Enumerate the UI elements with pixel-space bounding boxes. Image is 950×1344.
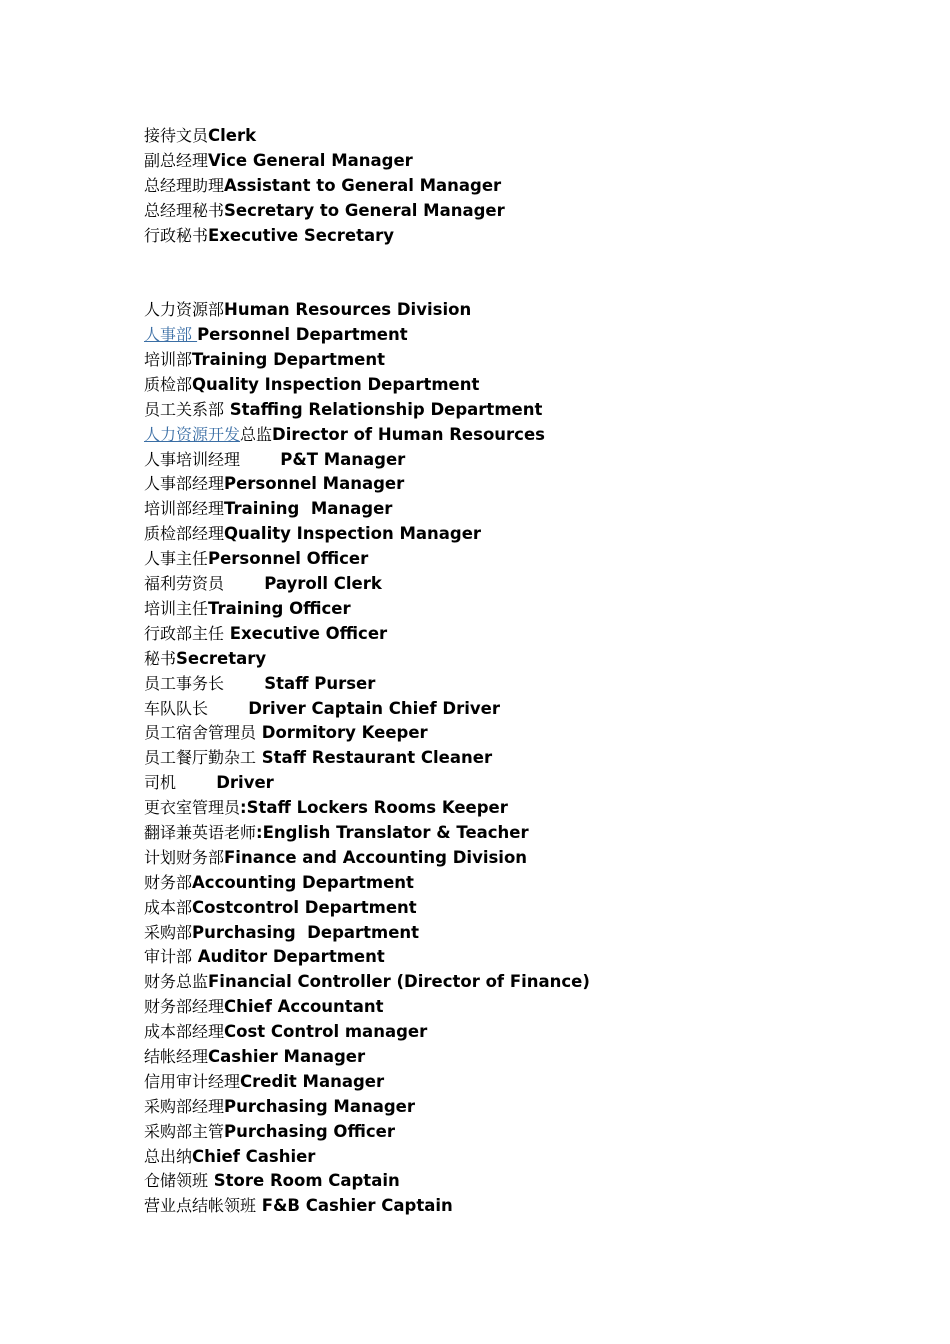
chinese-term: 质检部经理 <box>144 524 225 544</box>
english-term: :Staff Lockers Rooms Keeper <box>240 798 508 818</box>
chinese-term: 总经理秘书 <box>144 200 225 220</box>
title-list-block-1 <box>144 124 904 248</box>
english-term: Dormitory Keeper <box>256 723 428 743</box>
term-line <box>144 721 904 746</box>
english-term: F&B Cashier Captain <box>256 1196 453 1216</box>
chinese-term: 成本部 <box>144 897 193 917</box>
chinese-term: 结帐经理 <box>144 1046 209 1066</box>
blank-gap <box>144 248 904 298</box>
english-term: Director of Human Resources <box>272 424 545 444</box>
term-line <box>144 1070 904 1095</box>
term-line <box>144 1020 904 1045</box>
chinese-term: 员工宿舍管理员 <box>144 723 257 743</box>
chinese-term: 仓储领班 <box>144 1171 209 1191</box>
english-term: Finance and Accounting Division <box>224 847 528 867</box>
english-term: Secretary <box>176 648 267 668</box>
term-line <box>144 921 904 946</box>
term-line <box>144 945 904 970</box>
term-line <box>144 298 904 323</box>
chinese-term-link[interactable]: 人事部 <box>144 325 198 345</box>
english-term: Staff Purser <box>224 673 376 693</box>
chinese-term: 人事主任 <box>144 549 209 569</box>
english-term: Training Officer <box>208 598 351 618</box>
term-line <box>144 647 904 672</box>
english-term: Chief Accountant <box>224 997 384 1017</box>
document-page <box>144 124 904 1219</box>
english-term: Purchasing Officer <box>224 1121 395 1141</box>
english-term: Clerk <box>208 126 257 145</box>
term-line <box>144 697 904 722</box>
english-term: Training Manager <box>224 499 393 519</box>
english-term: Secretary to General Manager <box>224 200 505 220</box>
chinese-term: 培训部经理 <box>144 499 225 519</box>
term-line <box>144 746 904 771</box>
chinese-term: 翻译兼英语老师 <box>144 822 257 842</box>
term-line <box>144 224 904 249</box>
term-line <box>144 547 904 572</box>
chinese-term: 财务部 <box>144 872 193 892</box>
english-term: P&T Manager <box>240 449 406 469</box>
term-line <box>144 846 904 871</box>
english-term: Purchasing Department <box>192 922 420 942</box>
chinese-term: 质检部 <box>144 374 193 394</box>
term-line <box>144 373 904 398</box>
english-term: Personnel Officer <box>208 549 369 569</box>
chinese-term: 采购部经理 <box>144 1096 225 1116</box>
english-term: Cashier Manager <box>208 1046 366 1066</box>
term-line <box>144 1145 904 1170</box>
chinese-term: 计划财务部 <box>144 847 225 867</box>
chinese-term: 营业点结帐领班 <box>144 1196 257 1216</box>
chinese-term: 培训主任 <box>144 598 209 618</box>
term-line <box>144 348 904 373</box>
term-line <box>144 1169 904 1194</box>
chinese-term: 审计部 <box>144 947 193 967</box>
term-line <box>144 124 904 149</box>
english-term: Accounting Department <box>192 872 414 892</box>
chinese-term: 采购部 <box>144 922 193 942</box>
term-line <box>144 398 904 423</box>
english-term: Staff Restaurant Cleaner <box>256 748 493 768</box>
term-line <box>144 448 904 473</box>
term-line <box>144 871 904 896</box>
english-term: Credit Manager <box>240 1071 385 1091</box>
english-term: Driver Captain Chief Driver <box>208 698 500 718</box>
chinese-term: 财务部经理 <box>144 997 225 1017</box>
term-line <box>144 597 904 622</box>
english-term: Payroll Clerk <box>224 574 382 594</box>
english-term: Staffing Relationship Department <box>224 399 543 419</box>
english-term: Training Department <box>192 350 385 370</box>
english-term: Chief Cashier <box>192 1146 316 1166</box>
english-term: Auditor Department <box>192 947 385 967</box>
chinese-term: 副总经理 <box>144 150 209 170</box>
english-term: Assistant to General Manager <box>224 175 502 195</box>
english-term: Store Room Captain <box>208 1171 400 1191</box>
term-line <box>144 1194 904 1219</box>
chinese-term: 员工事务长 <box>144 673 225 693</box>
chinese-term: 人事培训经理 <box>144 449 241 469</box>
chinese-term: 福利劳资员 <box>144 574 225 594</box>
term-line <box>144 149 904 174</box>
term-line <box>144 771 904 796</box>
chinese-term: 总经理助理 <box>144 175 225 195</box>
term-line <box>144 199 904 224</box>
title-list-block-2 <box>144 298 904 1219</box>
term-line <box>144 796 904 821</box>
english-term: Quality Inspection Department <box>192 374 480 394</box>
chinese-term: 采购部主管 <box>144 1121 225 1141</box>
term-line <box>144 1045 904 1070</box>
chinese-term: 信用审计经理 <box>144 1071 241 1091</box>
term-line <box>144 522 904 547</box>
english-term: Financial Controller (Director of Finance) <box>208 972 590 992</box>
chinese-term: 行政秘书 <box>144 225 209 245</box>
term-line <box>144 423 904 448</box>
term-line <box>144 323 904 348</box>
english-term: Cost Control manager <box>224 1022 428 1042</box>
term-line <box>144 472 904 497</box>
english-term: Personnel Department <box>197 325 408 345</box>
chinese-term: 车队队长 <box>144 698 209 718</box>
english-term: :English Translator & Teacher <box>256 822 529 842</box>
english-term: Vice General Manager <box>208 150 413 170</box>
chinese-term: 司机 <box>144 773 177 793</box>
chinese-term: 员工关系部 <box>144 399 225 419</box>
english-term: Quality Inspection Manager <box>224 524 482 544</box>
term-line <box>144 174 904 199</box>
term-line <box>144 672 904 697</box>
chinese-term: 人力资源部 <box>144 300 225 320</box>
english-term: Driver <box>176 773 274 793</box>
chinese-term: 更衣室管理员 <box>144 798 241 818</box>
term-line <box>144 622 904 647</box>
chinese-term: 行政部主任 <box>144 623 225 643</box>
term-line <box>144 821 904 846</box>
chinese-term: 培训部 <box>144 350 193 370</box>
term-line <box>144 497 904 522</box>
english-term: Executive Officer <box>224 623 388 643</box>
chinese-term: 人事部经理 <box>144 474 225 494</box>
term-line <box>144 896 904 921</box>
chinese-term: 秘书 <box>144 648 177 668</box>
term-line <box>144 970 904 995</box>
chinese-term-link[interactable]: 人力资源开发 <box>144 424 241 444</box>
english-term: Human Resources Division <box>224 300 472 320</box>
english-term: Personnel Manager <box>224 474 405 494</box>
english-term: Purchasing Manager <box>224 1096 416 1116</box>
chinese-term: 总出纳 <box>144 1146 193 1166</box>
term-line <box>144 1120 904 1145</box>
term-line <box>144 1095 904 1120</box>
chinese-term: 总监 <box>240 424 273 444</box>
chinese-term: 员工餐厅勤杂工 <box>144 748 257 768</box>
english-term: Costcontrol Department <box>192 897 417 917</box>
term-line <box>144 995 904 1020</box>
english-term: Executive Secretary <box>208 225 394 245</box>
chinese-term: 接待文员 <box>144 126 209 145</box>
term-line <box>144 572 904 597</box>
chinese-term: 成本部经理 <box>144 1022 225 1042</box>
chinese-term: 财务总监 <box>144 972 209 992</box>
